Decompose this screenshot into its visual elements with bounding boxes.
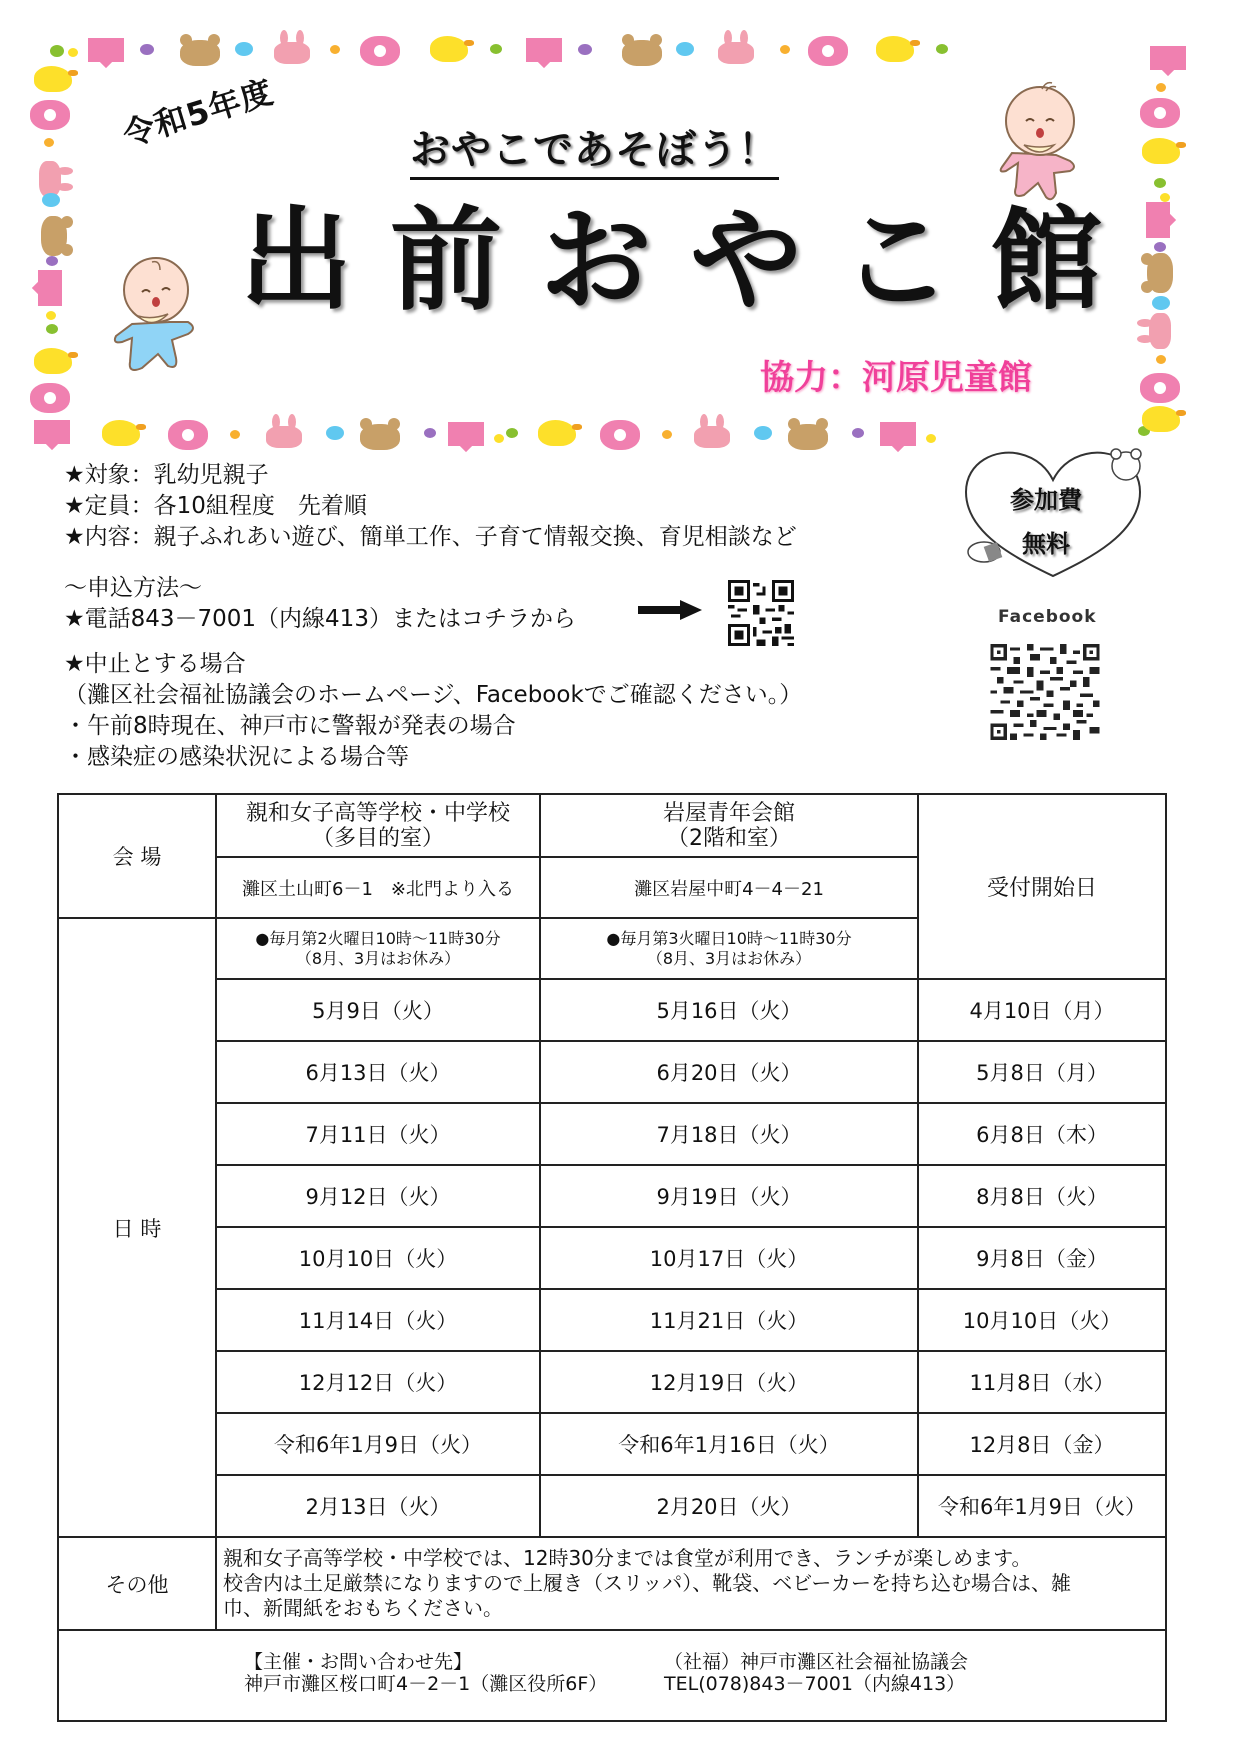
venue-a-name [216, 794, 540, 857]
table-row [58, 1289, 1166, 1351]
venue-a-address: 灘区土山町6－1 ※北門より入る [216, 857, 540, 918]
venue-a-date: 6月13日（火） [216, 1041, 540, 1103]
venue-a-date: 令和6年1月9日（火） [216, 1413, 540, 1475]
dot-icon [578, 44, 592, 55]
venue-a-date: 7月11日（火） [216, 1103, 540, 1165]
fee-label: 参加費 [1010, 486, 1082, 514]
table-row [58, 1475, 1166, 1537]
bunny-icon [694, 426, 730, 448]
dot-icon [230, 430, 240, 439]
dot-icon [936, 44, 948, 54]
fee-value: 無料 [1022, 530, 1070, 558]
heart-icon [1150, 46, 1186, 70]
reception-label: 受付開始日 [918, 794, 1166, 979]
flower-icon [168, 420, 208, 450]
venue-b-date: 10月17日（火） [540, 1227, 918, 1289]
fee-badge [1010, 478, 1082, 566]
contact-phone: TEL(078)843－7001（内線413） [664, 1673, 966, 1695]
dot-icon [50, 45, 64, 57]
reception-date: 10月10日（火） [918, 1289, 1166, 1351]
venue-b-date: 11月21日（火） [540, 1289, 918, 1351]
bunny-icon [274, 42, 310, 64]
table-row [58, 1227, 1166, 1289]
heart-icon [34, 420, 70, 444]
other-note-line: 校舎内は土足厳禁になりますので上履き（スリッパ）、靴袋、ベビーカーを持ち込む場合は、雑 [223, 1571, 1071, 1595]
dot-icon [1160, 193, 1170, 202]
heart-icon [88, 38, 124, 62]
cancellation-heading: ★中止とする場合 [64, 651, 246, 677]
venue-b-name [540, 794, 918, 857]
table-row [58, 979, 1166, 1041]
reception-date: 4月10日（月） [918, 979, 1166, 1041]
venue-b-schedule-note: （8月、3月はお休み） [646, 948, 812, 968]
duck-icon [102, 420, 140, 446]
subtitle: おやこであそぼう！ [410, 118, 779, 180]
flower-icon [30, 100, 70, 130]
other-notes [216, 1537, 1166, 1630]
dot-icon [676, 42, 694, 56]
flower-icon [30, 383, 70, 413]
dot-icon [926, 434, 936, 443]
bunny-icon [39, 161, 61, 197]
application-heading: ～申込方法～ [64, 575, 202, 601]
dot-icon [1156, 355, 1166, 364]
contact-footer [58, 1630, 1166, 1721]
reception-date: 5月8日（月） [918, 1041, 1166, 1103]
reception-date: 12月8日（金） [918, 1413, 1166, 1475]
facebook-qr-code[interactable] [990, 644, 1100, 740]
dot-icon [852, 428, 864, 438]
table-row [58, 1351, 1166, 1413]
capacity: ★定員：各10組程度 先着順 [64, 493, 367, 519]
bear-icon [1147, 253, 1173, 293]
venue-b-schedule [540, 918, 918, 979]
duck-icon [538, 420, 576, 446]
heart-icon [880, 422, 916, 446]
venue-b-date: 6月20日（火） [540, 1041, 918, 1103]
dot-icon [44, 138, 54, 147]
reception-date: 9月8日（金） [918, 1227, 1166, 1289]
bunny-icon [1149, 313, 1171, 349]
duck-icon [430, 36, 468, 62]
heart-icon [1146, 202, 1170, 238]
contact-heading: 【主催・お問い合わせ先】 [244, 1651, 473, 1673]
venue-a-room: （多目的室） [311, 825, 444, 851]
cancellation-item: ・感染症の感染状況による場合等 [64, 744, 409, 770]
heart-icon [448, 422, 484, 446]
table-row [58, 1165, 1166, 1227]
venue-a-schedule-time: ●毎月第2火曜日10時～11時30分 [255, 928, 501, 948]
heart-icon [38, 270, 62, 306]
other-note-line: 巾、新聞紙をおもちください。 [223, 1596, 503, 1620]
activity-content: ★内容：親子ふれあい遊び、簡単工作、子育て情報交換、育児相談など [64, 524, 797, 550]
dot-icon [506, 428, 518, 438]
baby-blue-illustration [108, 250, 208, 375]
reception-date: 令和6年1月9日（火） [918, 1475, 1166, 1537]
dot-icon [780, 45, 790, 54]
table-row [58, 1041, 1166, 1103]
facebook-label: Facebook [998, 607, 1097, 627]
dot-icon [42, 193, 60, 207]
dot-icon [494, 434, 504, 443]
application-qr-code[interactable] [724, 580, 798, 646]
bunny-icon [266, 426, 302, 448]
other-note-line: 親和女子高等学校・中学校では、12時30分までは食堂が利用でき、ランチが楽しめます。 [223, 1546, 1032, 1570]
venue-label: 会 場 [58, 794, 216, 918]
duck-icon [1142, 406, 1180, 432]
dot-icon [46, 256, 58, 266]
contact-organization: （社福）神戸市灘区社会福祉協議会 [664, 1651, 969, 1673]
venue-b-date: 7月18日（火） [540, 1103, 918, 1165]
venue-a-title: 親和女子高等学校・中学校 [245, 800, 510, 826]
dot-icon [1154, 242, 1166, 252]
baby-pink-illustration [990, 75, 1090, 205]
bunny-icon [718, 42, 754, 64]
duck-icon [876, 36, 914, 62]
duck-icon [1142, 138, 1180, 164]
bear-icon [360, 424, 400, 450]
flower-icon [1140, 98, 1180, 128]
bear-icon [622, 40, 662, 66]
dot-icon [46, 324, 58, 334]
duck-icon [34, 66, 72, 92]
flower-icon [360, 36, 400, 66]
venue-b-date: 令和6年1月16日（火） [540, 1413, 918, 1475]
page-title: 出前おやこ館 [240, 196, 1140, 326]
contact-address: 神戸市灘区桜口町4－2－1（灘区役所6F） [244, 1673, 608, 1695]
fiscal-year: 令和5年度 [118, 72, 278, 155]
venue-a-schedule-note: （8月、3月はお休み） [295, 948, 461, 968]
cancellation-item: ・午前8時現在、神戸市に警報が発表の場合 [64, 713, 516, 739]
dot-icon [46, 311, 56, 320]
dot-icon [662, 430, 672, 439]
table-row [58, 1413, 1166, 1475]
cancellation-note: （灘区社会福祉協議会のホームページ、Facebookでご確認ください。） [64, 682, 803, 708]
dot-icon [1154, 178, 1166, 188]
dot-icon [1152, 296, 1170, 310]
dot-icon [754, 426, 772, 440]
cooperation-credit: 協力：河原児童館 [760, 358, 1032, 398]
heart-icon [526, 38, 562, 62]
venue-b-title: 岩屋青年会館 [662, 800, 795, 826]
venue-b-schedule-time: ●毎月第3火曜日10時～11時30分 [606, 928, 852, 948]
other-label: その他 [58, 1537, 216, 1630]
dot-icon [424, 428, 436, 438]
target-audience: ★対象：乳幼児親子 [64, 462, 269, 488]
venue-b-address: 灘区岩屋中町4－4－21 [540, 857, 918, 918]
reception-date: 6月8日（木） [918, 1103, 1166, 1165]
duck-icon [34, 348, 72, 374]
venue-a-date: 12月12日（火） [216, 1351, 540, 1413]
venue-a-schedule [216, 918, 540, 979]
dot-icon [490, 44, 502, 54]
reception-date: 8月8日（火） [918, 1165, 1166, 1227]
venue-a-date: 10月10日（火） [216, 1227, 540, 1289]
flower-icon [1140, 373, 1180, 403]
dot-icon [330, 45, 340, 54]
dot-icon [68, 48, 78, 57]
venue-b-date: 9月19日（火） [540, 1165, 918, 1227]
flower-icon [808, 36, 848, 66]
dot-icon [235, 42, 253, 56]
venue-a-date: 2月13日（火） [216, 1475, 540, 1537]
reception-date: 11月8日（水） [918, 1351, 1166, 1413]
venue-b-date: 12月19日（火） [540, 1351, 918, 1413]
bear-icon [788, 424, 828, 450]
venue-a-date: 9月12日（火） [216, 1165, 540, 1227]
schedule-table [57, 793, 1167, 1722]
application-phone: ★電話843－7001（内線413）またはコチラから [64, 606, 576, 632]
datetime-label: 日 時 [58, 918, 216, 1537]
venue-b-date: 2月20日（火） [540, 1475, 918, 1537]
table-row [58, 1103, 1166, 1165]
bear-icon [41, 216, 67, 256]
flower-icon [600, 420, 640, 450]
venue-b-room: （2階和室） [667, 825, 791, 851]
venue-b-date: 5月16日（火） [540, 979, 918, 1041]
venue-a-date: 5月9日（火） [216, 979, 540, 1041]
dot-icon [1156, 83, 1166, 92]
bear-icon [180, 40, 220, 66]
dot-icon [140, 44, 154, 55]
venue-a-date: 11月14日（火） [216, 1289, 540, 1351]
dot-icon [326, 426, 344, 440]
arrow-right-icon [638, 600, 702, 620]
